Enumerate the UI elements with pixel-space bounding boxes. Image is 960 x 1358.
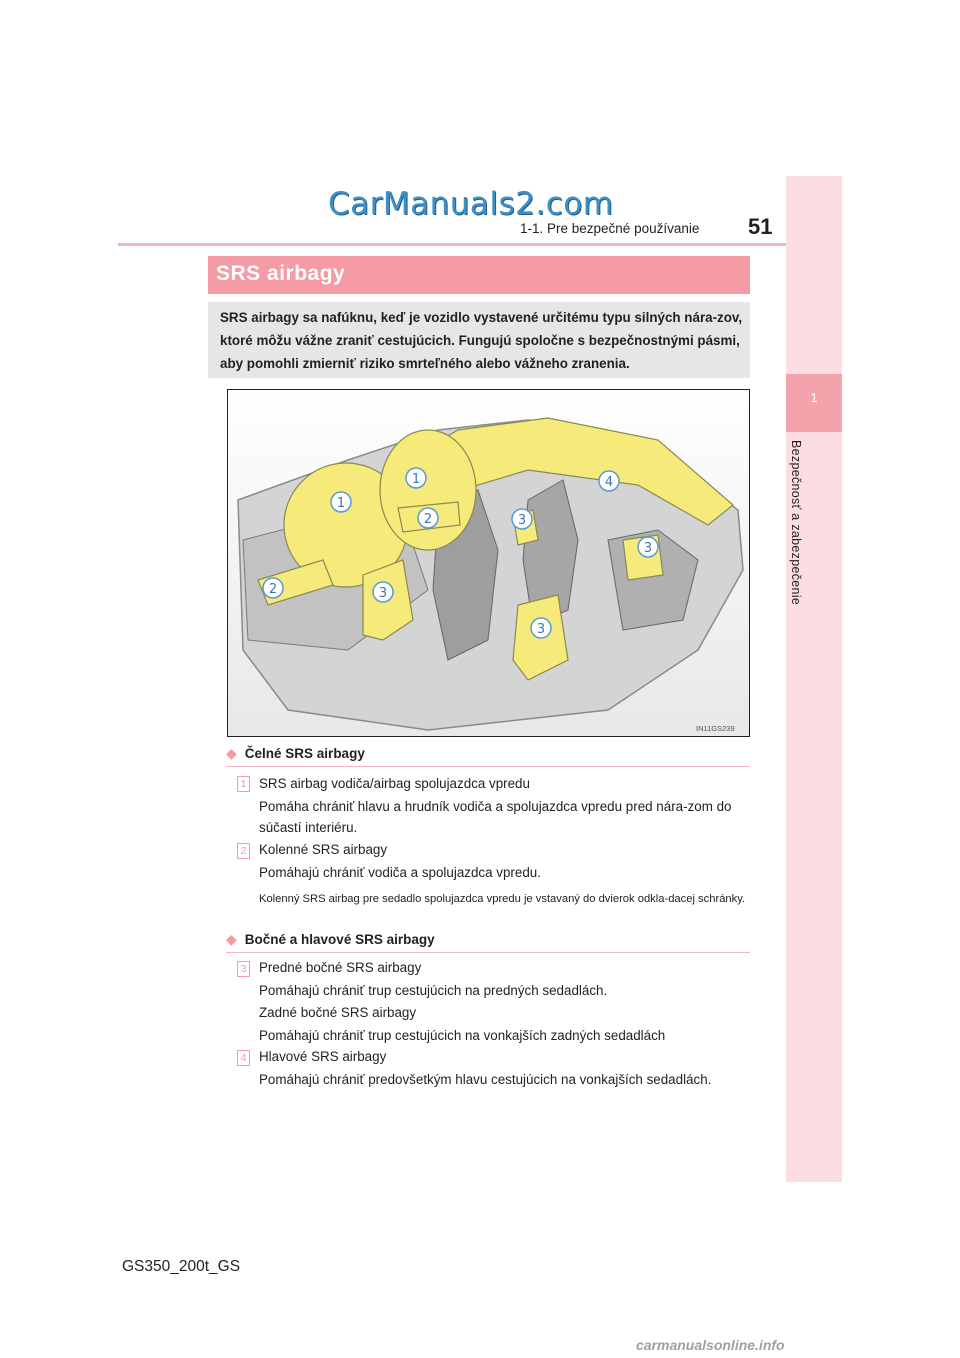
callout-label: 2 [423,512,433,527]
diamond-icon: ◆ [226,931,237,947]
callout-label: 3 [536,622,546,637]
side-heading-text: Bočné a hlavové SRS airbagy [244,932,435,947]
frontal-heading-text: Čelné SRS airbagy [244,746,365,761]
page-number: 51 [748,214,773,239]
intro-text: SRS airbagy sa nafúknu, keď je vozidlo vystavené určitému typu silných nára-zov, ktoré môžu vážne zraniť cestujúcich. Fungujú spoločne s bezpečnostnými pásmi, aby pomohli zmierniť riziko smrteľného alebo vážneho zranenia. [220,310,743,371]
chapter-number: 1 [810,390,818,405]
page-title: SRS airbagy [216,262,346,285]
watermark-footer[interactable]: carmanualsonline.info [636,1337,785,1353]
item-text: Pomáha chrániť hlavu a hrudník vodiča a spolujazdca vpredu pred nára-zom do súčastí interiéru. [259,799,732,835]
item-title: Kolenné SRS airbagy [259,842,388,857]
callout-label: 2 [268,582,278,597]
header-divider [118,243,786,246]
callout-label: 3 [643,541,653,556]
side-heading [226,931,435,948]
item-number-badge: 2 [237,843,250,859]
callout-label: 4 [604,475,614,490]
callout-label: 3 [378,586,388,601]
watermark-logo[interactable]: CarManuals2.com [328,186,614,222]
item-title: Zadné bočné SRS airbagy [259,1005,417,1020]
diamond-icon: ◆ [226,745,237,761]
item-number-badge: 1 [237,776,250,792]
item-text: Pomáhajú chrániť vodiča a spolujazdca vpredu. [259,865,541,880]
callout-label: 3 [517,513,527,528]
item-text: Pomáhajú chrániť trup cestujúcich na vonkajších zadných sedadlách [259,1028,666,1043]
callout-label: 1 [336,496,346,511]
chapter-name: Bezpečnosť a zabezpečenie [789,440,803,606]
frontal-divider [226,766,750,767]
model-code: GS350_200t_GS [122,1258,241,1275]
side-tab-strip [786,176,842,1182]
side-divider [226,952,750,953]
item-number-badge: 4 [237,1050,250,1066]
item-title: Hlavové SRS airbagy [259,1049,387,1064]
item-title: Predné bočné SRS airbagy [259,960,422,975]
car-interior-drawing [228,390,749,736]
airbag-illustration [227,389,750,737]
section-title: 1-1. Pre bezpečné používanie [520,221,700,236]
figure-code: IN11GS239 [696,724,735,733]
item-text: Pomáhajú chrániť predovšetkým hlavu cestujúcich na vonkajších sedadlách. [259,1072,712,1087]
item-text: Pomáhajú chrániť trup cestujúcich na predných sedadlách. [259,983,608,998]
callout-label: 1 [411,472,421,487]
note-text: Kolenný SRS airbag pre sedadlo spolujazdca vpredu je vstavaný do dvierok odkla-dacej schránky. [259,893,746,905]
item-number-badge: 3 [237,961,250,977]
item-title: SRS airbag vodiča/airbag spolujazdca vpredu [259,776,530,791]
frontal-heading [226,745,365,762]
